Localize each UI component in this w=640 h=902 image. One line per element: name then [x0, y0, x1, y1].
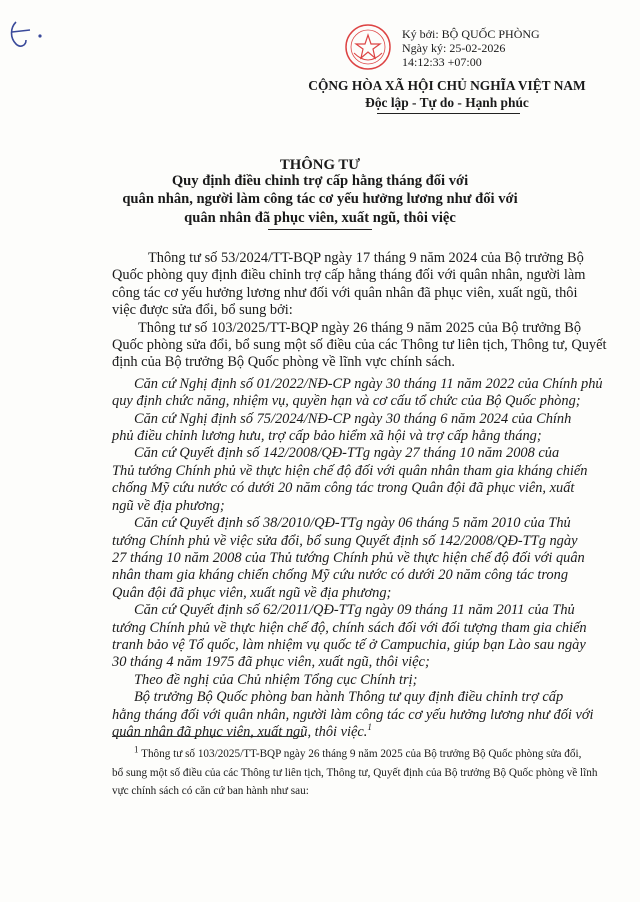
footnote-marker: 1: [134, 744, 139, 755]
document-body: [112, 250, 612, 741]
document-title: [90, 172, 550, 227]
text-line: Thông tư số 103/2025/TT-BQP ngày 26 tháng 9 năm 2025 của Bộ trưởng Bộ: [138, 319, 582, 336]
text-line: Quân đội đã phục viên, xuất ngũ về địa phương;: [112, 584, 392, 601]
footnote: [112, 745, 622, 801]
text-line: Căn cứ Quyết định số 62/2011/QĐ-TTg ngày 09 tháng 11 năm 2011 của Thủ: [134, 602, 575, 619]
text-line: Căn cứ Quyết định số 142/2008/QĐ-TTg ngày 27 tháng 10 năm 2008 của: [134, 445, 560, 462]
footnote-text: Thông tư số 103/2025/TT-BQP ngày 26 tháng 9 năm 2025 của Bộ trưởng Bộ Quốc phòng sửa đổi,: [141, 748, 582, 760]
intro-paragraph-1: [112, 250, 612, 320]
text-line: 27 tháng 10 năm 2008 của Thủ tướng Chính phủ về thực hiện chế độ đối với quân: [112, 549, 585, 566]
intro-paragraph-2: [112, 320, 612, 372]
proposal-paragraph: [112, 672, 612, 689]
text-line: phủ điều chỉnh lương hưu, trợ cấp bảo hiểm xã hội và trợ cấp hằng tháng;: [112, 428, 542, 445]
title-line: quân nhân, người làm công tác cơ yếu hưởng lương như đối với: [122, 191, 518, 208]
text-line: chống Mỹ cứu nước có dưới 20 năm công tác trong Quân đội đã phục viên, xuất: [112, 480, 575, 497]
signed-by: Ký bởi: BỘ QUỐC PHÒNG: [402, 27, 540, 41]
text-line: định của Bộ trưởng Bộ Quốc phòng về lĩnh vực chính sách.: [112, 354, 455, 371]
motto-underline: [377, 113, 520, 114]
text-line: Căn cứ Nghị định số 75/2024/NĐ-CP ngày 30 tháng 6 năm 2024 của Chính: [134, 410, 572, 427]
text-line: Căn cứ Quyết định số 38/2010/QĐ-TTg ngày 06 tháng 5 năm 2010 của Thủ: [134, 515, 571, 532]
text-line: quy định chức năng, nhiệm vụ, quyền hạn và cơ cấu tổ chức của Bộ Quốc phòng;: [112, 393, 581, 410]
legal-basis-5: [112, 602, 612, 672]
text-line: [112, 724, 612, 741]
text-line: tướng Chính phủ về thực hiện chế độ, chính sách đối với đối tượng tham gia chiến: [112, 619, 587, 636]
legal-basis-3: [112, 445, 612, 515]
text-line: tướng Chính phủ về việc sửa đổi, bổ sung Quyết định số 142/2008/QĐ-TTg ngày: [112, 532, 578, 549]
text-line: công tác cơ yếu hưởng lương như đối với quân nhân đã phục viên, xuất ngũ, thôi: [112, 284, 578, 301]
legal-basis-1: [112, 376, 612, 411]
document-type: THÔNG TƯ: [279, 157, 361, 173]
text-line: hằng tháng đối với quân nhân, người làm công tác cơ yếu hưởng lương như đối với: [112, 706, 594, 723]
title-line: quân nhân đã phục viên, xuất ngũ, thôi việc: [184, 209, 456, 226]
footnote-separator: [112, 736, 304, 737]
footnote-line: [112, 745, 622, 764]
legal-basis-2: [112, 411, 612, 446]
text-line: Căn cứ Nghị định số 01/2022/NĐ-CP ngày 30 tháng 11 năm 2022 của Chính phủ: [134, 375, 603, 392]
handwritten-mark: [4, 16, 52, 56]
footnote-line: bổ sung một số điều của các Thông tư liên tịch, Thông tư, Quyết định của Bộ trưởng Bộ Quốc phòng về lĩnh: [112, 766, 598, 779]
digital-signature-info: [402, 27, 540, 69]
text-fragment: .: [363, 723, 368, 740]
text-line: ngũ về địa phương;: [112, 497, 225, 514]
legal-basis-4: [112, 515, 612, 602]
sign-date: Ngày ký: 25-02-2026: [402, 41, 506, 55]
text-fragment: quân nhân đã phục viên, xuất ngũ, thôi việc: [112, 723, 364, 740]
text-line: Quốc phòng sửa đổi, bổ sung một số điều của các Thông tư liên tịch, Thông tư, Quyết: [112, 337, 607, 354]
state-emblem-seal: [344, 23, 392, 71]
text-line: nhân tham gia kháng chiến chống Mỹ cứu nước có dưới 20 năm công tác trong: [112, 567, 569, 584]
title-line: Quy định điều chỉnh trợ cấp hằng tháng đối với: [171, 173, 469, 189]
text-line: Thủ tướng Chính phủ về thực hiện chế độ đối với quân nhân tham gia kháng chiến: [112, 462, 588, 479]
text-line: Quốc phòng quy định điều chỉnh trợ cấp hằng tháng đối với quân nhân, người làm: [112, 267, 586, 284]
text-line: Thông tư số 53/2024/TT-BQP ngày 17 tháng 9 năm 2024 của Bộ trưởng Bộ: [148, 250, 584, 266]
national-motto: Độc lập - Tự do - Hạnh phúc: [365, 95, 529, 110]
title-underline: [268, 229, 372, 230]
footnote-reference[interactable]: 1: [367, 722, 372, 733]
promulgation-paragraph: [112, 689, 612, 741]
footnote-line: vực chính sách có căn cứ ban hành như sau:: [112, 785, 309, 797]
sign-time: 14:12:33 +07:00: [402, 55, 482, 69]
text-line: Theo đề nghị của Chủ nhiệm Tổng cục Chính trị;: [134, 671, 418, 688]
text-line: việc được sửa đổi, bổ sung bởi:: [112, 302, 293, 319]
text-line: tranh bảo vệ Tổ quốc, làm nhiệm vụ quốc tế ở Campuchia, giúp bạn Lào sau ngày: [112, 636, 586, 653]
text-line: 30 tháng 4 năm 1975 đã phục viên, xuất ngũ, thôi việc;: [112, 654, 430, 671]
text-line: Bộ trưởng Bộ Quốc phòng ban hành Thông tư quy định điều chỉnh trợ cấp: [134, 689, 564, 706]
national-title: CỘNG HÒA XÃ HỘI CHỦ NGHĨA VIỆT NAM: [308, 78, 586, 93]
